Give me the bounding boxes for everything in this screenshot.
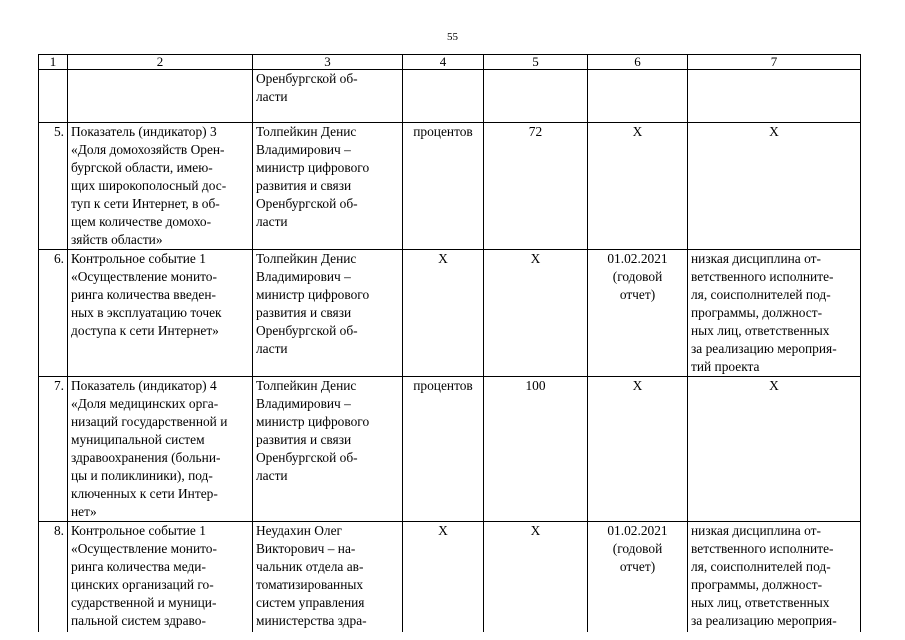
row-risk [688, 70, 861, 123]
row-number: 8. [39, 522, 68, 632]
row-responsible: Неудахин Олег Викторович – на- чальник отдела ав- томатизированных систем управления министерства здра- [253, 522, 403, 632]
page-number: 55 [447, 31, 458, 43]
header-cell: 6 [588, 55, 688, 70]
table-row [39, 250, 861, 377]
header-cell: 3 [253, 55, 403, 70]
row-number: 6. [39, 250, 68, 377]
row-responsible: Толпейкин Денис Владимирович – министр цифрового развития и связи Оренбургской об- ласти [253, 377, 403, 522]
plan-table [38, 54, 861, 632]
row-responsible: Толпейкин Денис Владимирович – министр цифрового развития и связи Оренбургской об- ласти [253, 250, 403, 377]
row-number: 7. [39, 377, 68, 522]
row-value [484, 70, 588, 123]
row-unit: X [403, 250, 484, 377]
row-name: Показатель (индикатор) 3 «Доля домохозяйств Орен- бургской области, имею- щих широкополосный дос- туп к сети Интернет, в об- щем количестве домохо- зяйств области» [68, 123, 253, 250]
row-risk: X [688, 377, 861, 522]
row-name [68, 70, 253, 123]
row-value: 72 [484, 123, 588, 250]
table-header-row [39, 55, 861, 70]
row-value: 100 [484, 377, 588, 522]
row-name: Контрольное событие 1 «Осуществление монито- ринга количества введен- ных в эксплуатацию точек доступа к сети Интернет» [68, 250, 253, 377]
row-number: 5. [39, 123, 68, 250]
row-responsible: Толпейкин Денис Владимирович – министр цифрового развития и связи Оренбургской об- ласти [253, 123, 403, 250]
row-date: X [588, 123, 688, 250]
row-value: X [484, 522, 588, 632]
header-cell: 5 [484, 55, 588, 70]
table-row [39, 522, 861, 632]
row-unit: X [403, 522, 484, 632]
row-date: X [588, 377, 688, 522]
row-risk: низкая дисциплина от- ветственного исполните- ля, соисполнителей под- программы, должност- ных лиц, ответственных за реализацию мероприя- [688, 522, 861, 632]
row-risk: низкая дисциплина от- ветственного исполните- ля, соисполнителей под- программы, должност- ных лиц, ответственных за реализацию мероприя- тий проекта [688, 250, 861, 377]
header-cell: 1 [39, 55, 68, 70]
table-row [39, 377, 861, 522]
row-responsible: Оренбургской об- ласти [253, 70, 403, 123]
row-date: 01.02.2021 (годовой отчет) [588, 250, 688, 377]
row-unit: процентов [403, 123, 484, 250]
row-date: 01.02.2021 (годовой отчет) [588, 522, 688, 632]
header-cell: 4 [403, 55, 484, 70]
header-cell: 2 [68, 55, 253, 70]
row-name: Контрольное событие 1 «Осуществление монито- ринга количества меди- цинских организаций го- сударственной и муници- пальной систем здраво- [68, 522, 253, 632]
table-row [39, 123, 861, 250]
row-value: X [484, 250, 588, 377]
row-unit: процентов [403, 377, 484, 522]
row-number [39, 70, 68, 123]
row-name: Показатель (индикатор) 4 «Доля медицинских орга- низаций государственной и муниципальной систем здравоохранения (больни- цы и поликлиники), под- ключенных к сети Интер- нет» [68, 377, 253, 522]
row-unit [403, 70, 484, 123]
header-cell: 7 [688, 55, 861, 70]
row-risk: X [688, 123, 861, 250]
row-date [588, 70, 688, 123]
table-row [39, 70, 861, 123]
